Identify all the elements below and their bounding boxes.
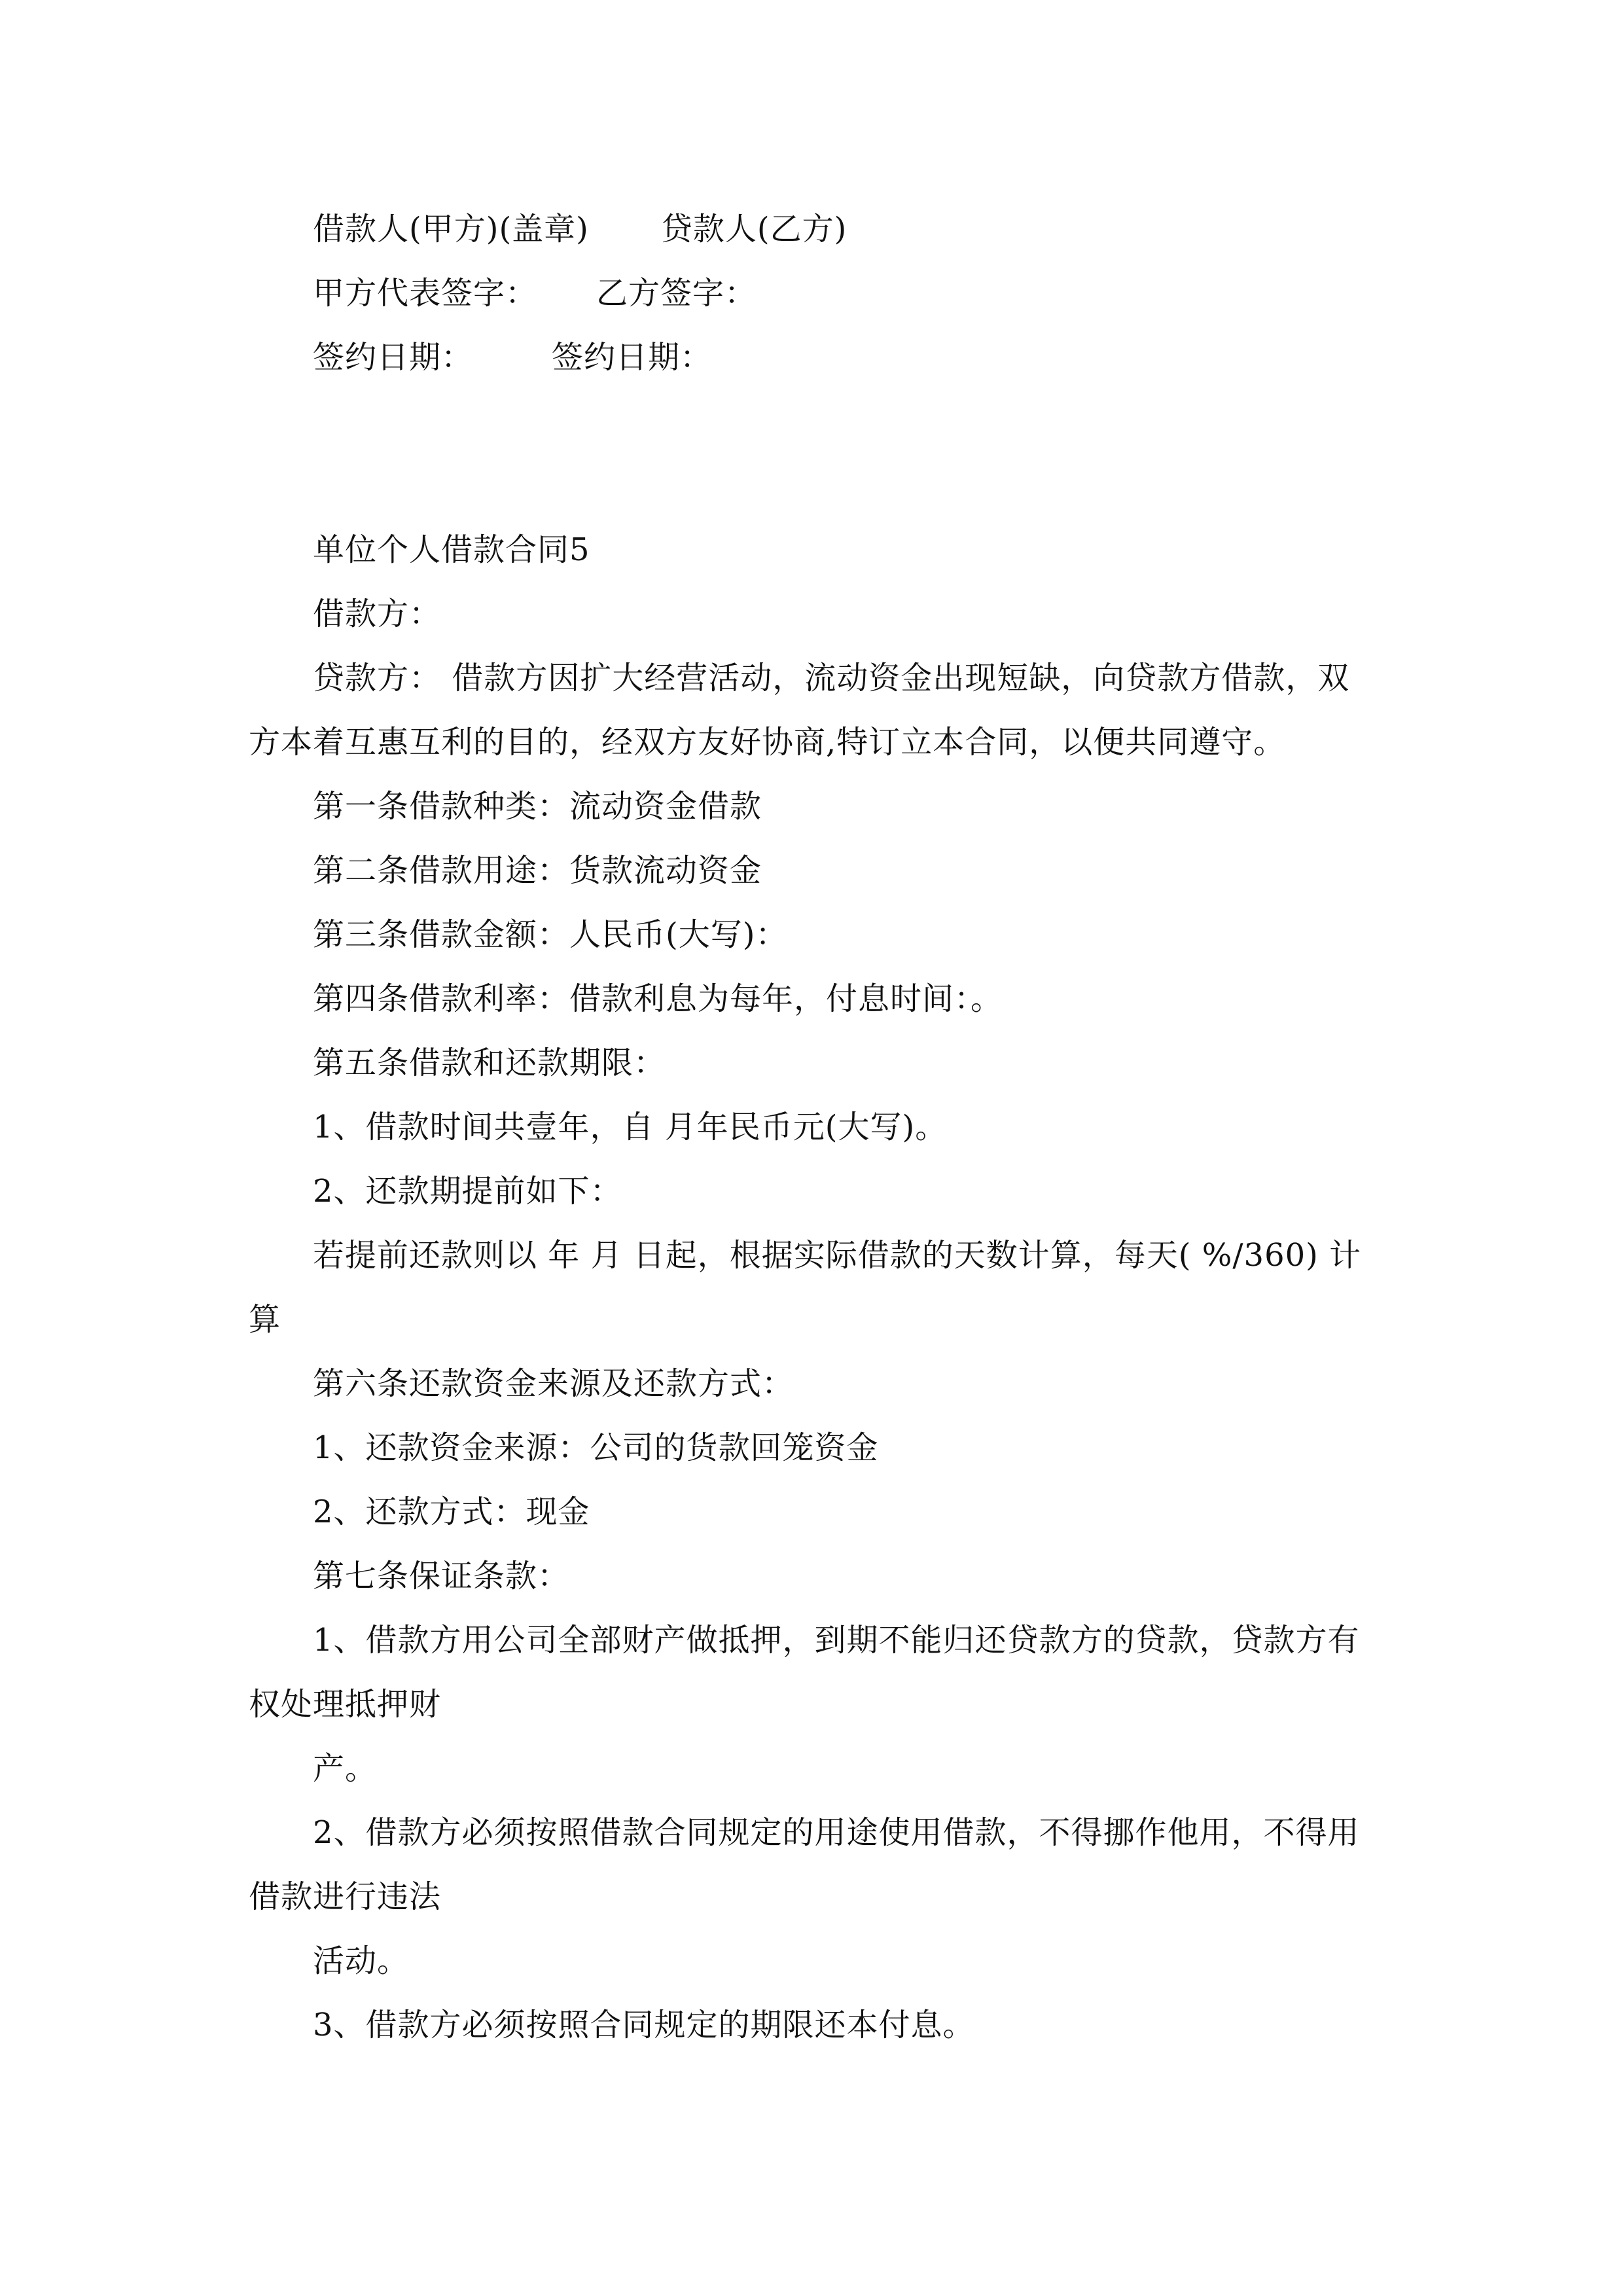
article-5-paragraph-line-2: 算 xyxy=(249,1301,281,1338)
article-5: 第五条借款和还款期限： xyxy=(313,1045,666,1081)
lender-paragraph-line-1: 贷款方： 借款方因扩大经营活动，流动资金出现短缺，向贷款方借款，双 xyxy=(313,660,1350,696)
article-7-item-3: 3、借款方必须按照合同规定的期限还本付息。 xyxy=(313,2007,975,2043)
article-2: 第二条借款用途：货款流动资金 xyxy=(313,852,762,889)
article-7-item-1-line-2: 权处理抵押财 xyxy=(249,1686,442,1723)
article-1: 第一条借款种类：流动资金借款 xyxy=(313,788,762,825)
article-6-item-2: 2、还款方式：现金 xyxy=(313,1494,590,1530)
article-7-item-2-line-3: 活动。 xyxy=(313,1943,410,1979)
signature-row-parties xyxy=(313,209,847,249)
article-4: 第四条借款利率：借款利息为每年，付息时间：。 xyxy=(313,980,1003,1017)
contract-title: 单位个人借款合同5 xyxy=(313,531,590,568)
article-7-item-1-line-1: 1、借款方用公司全部财产做抵押，到期不能归还贷款方的贷款，贷款方有 xyxy=(313,1622,1360,1659)
article-7-item-2-line-2: 借款进行违法 xyxy=(249,1878,442,1915)
signature-row-signatures xyxy=(313,274,757,313)
lender-sign-date-label: 签约日期： xyxy=(552,339,713,376)
article-6: 第六条还款资金来源及还款方式： xyxy=(313,1365,794,1402)
article-7-item-1-line-3: 产。 xyxy=(313,1750,378,1787)
article-6-item-1: 1、还款资金来源：公司的货款回笼资金 xyxy=(313,1429,879,1466)
borrower-rep-signature-label: 甲方代表签字： xyxy=(313,275,538,312)
borrower-sign-date-label: 签约日期： xyxy=(313,339,474,376)
article-7-item-2-line-1: 2、借款方必须按照借款合同规定的用途使用借款，不得挪作他用，不得用 xyxy=(313,1814,1360,1851)
borrower-party-label: 借款人(甲方)(盖章) xyxy=(313,211,589,247)
lender-party-label: 贷款人(乙方) xyxy=(660,211,847,247)
article-5-item-2: 2、还款期提前如下： xyxy=(313,1173,622,1210)
lender-paragraph-line-2: 方本着互惠互利的目的，经双方友好协商,特订立本合同，以便共同遵守。 xyxy=(249,724,1286,761)
lender-signature-label: 乙方签字： xyxy=(596,275,757,312)
article-3: 第三条借款金额：人民币(大写)： xyxy=(313,916,788,953)
article-5-paragraph-line-1: 若提前还款则以 年 月 日起，根据实际借款的天数计算，每天( %/360) 计 xyxy=(313,1237,1362,1274)
article-5-item-1: 1、借款时间共壹年，自 月年民币元(大写)。 xyxy=(313,1109,948,1145)
article-7: 第七条保证条款： xyxy=(313,1558,570,1594)
borrower-line: 借款方： xyxy=(313,596,442,632)
signature-row-dates xyxy=(313,338,712,377)
